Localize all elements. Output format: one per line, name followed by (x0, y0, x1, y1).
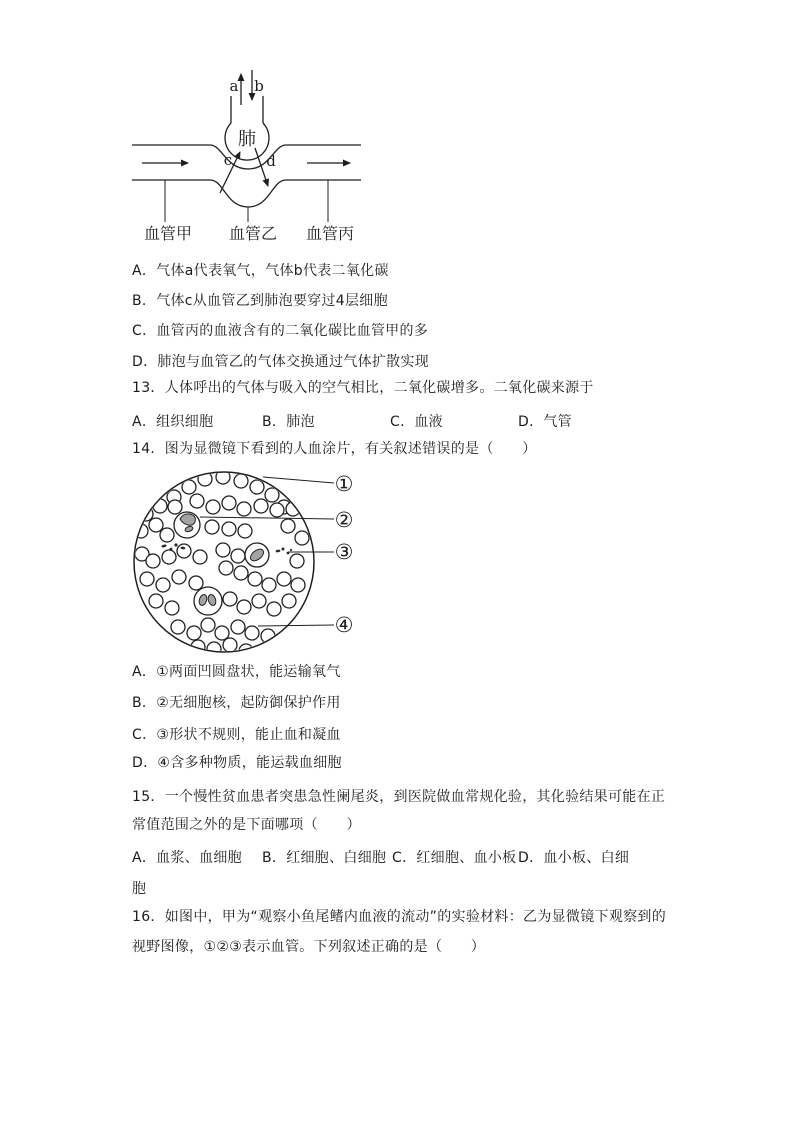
q15-option-c: C．红细胞、血小板 (392, 850, 517, 866)
q14-stem: 14．图为显微镜下看到的人血涂片，有关叙述错误的是（ ） (132, 441, 537, 457)
gas-d-label: d (266, 152, 276, 170)
q16-stem-line1: 16．如图中，甲为“观察小鱼尾鳍内血液的流动”的实验材料：乙为显微镜下观察到的 (132, 909, 667, 925)
q15-stem-line1: 15．一个慢性贫血患者突患急性阑尾炎，到医院做血常规化验，其化验结果可能在正 (132, 789, 666, 805)
lung-label: 肺 (238, 129, 256, 150)
q15-option-b: B．红细胞、白细胞 (262, 850, 387, 866)
vessel-bottom-wall (132, 180, 361, 207)
gas-b-label: b (254, 77, 264, 95)
q15-option-d-part2: 胞 (132, 881, 147, 897)
q14-option-c: C．③形状不规则，能止血和凝血 (132, 727, 341, 743)
q15-stem-line2: 常值范围之外的是下面哪项（ ） (132, 817, 361, 833)
alveolus-gas-exchange-figure (125, 58, 375, 250)
q16-stem-line2: 视野图像，①②③表示血管。下列叙述正确的是（ ） (132, 939, 486, 955)
q14-option-d: D．④含多种物质，能运载血细胞 (132, 755, 342, 771)
white-blood-cell-upper (174, 512, 200, 538)
q14-option-b: B．②无细胞核，起防御保护作用 (132, 695, 341, 711)
q13-option-b: B．肺泡 (262, 414, 315, 430)
gas-c-label: c (223, 151, 233, 169)
q15-option-d-part1: D．血小板、白细 (518, 850, 630, 866)
oval-nucleus-cell (245, 543, 269, 567)
white-blood-cell-lower (194, 587, 222, 615)
q12-option-d: D．肺泡与血管乙的气体交换通过气体扩散实现 (132, 354, 430, 370)
fig14-label-3: ③ (334, 540, 354, 564)
fig14-label-4: ④ (334, 613, 354, 637)
q13-option-d: D．气管 (518, 414, 572, 430)
q15-option-a: A．血浆、血细胞 (132, 850, 242, 866)
q12-option-c: C．血管丙的血液含有的二氧化碳比血管甲的多 (132, 323, 429, 339)
gas-a-label: a (229, 77, 239, 95)
q13-option-c: C．血液 (390, 414, 443, 430)
q13-stem: 13．人体呼出的气体与吸入的空气相比，二氧化碳增多。二氧化碳来源于 (132, 380, 594, 396)
q12-option-a: A．气体a代表氧气，气体b代表二氧化碳 (132, 263, 389, 279)
fig14-label-2: ② (334, 508, 354, 532)
q13-option-a: A．组织细胞 (132, 414, 214, 430)
blood-smear-figure (125, 465, 365, 661)
q12-option-b: B．气体c从血管乙到肺泡要穿过4层细胞 (132, 293, 388, 309)
vessel-middle-label: 血管乙 (228, 224, 278, 243)
leader-line-1 (263, 477, 334, 483)
q14-option-a: A．①两面凹圆盘状，能运输氧气 (132, 664, 341, 680)
fig14-label-1: ① (334, 472, 354, 496)
vessel-left-label: 血管甲 (143, 224, 193, 243)
vessel-right-label: 血管丙 (305, 224, 355, 243)
